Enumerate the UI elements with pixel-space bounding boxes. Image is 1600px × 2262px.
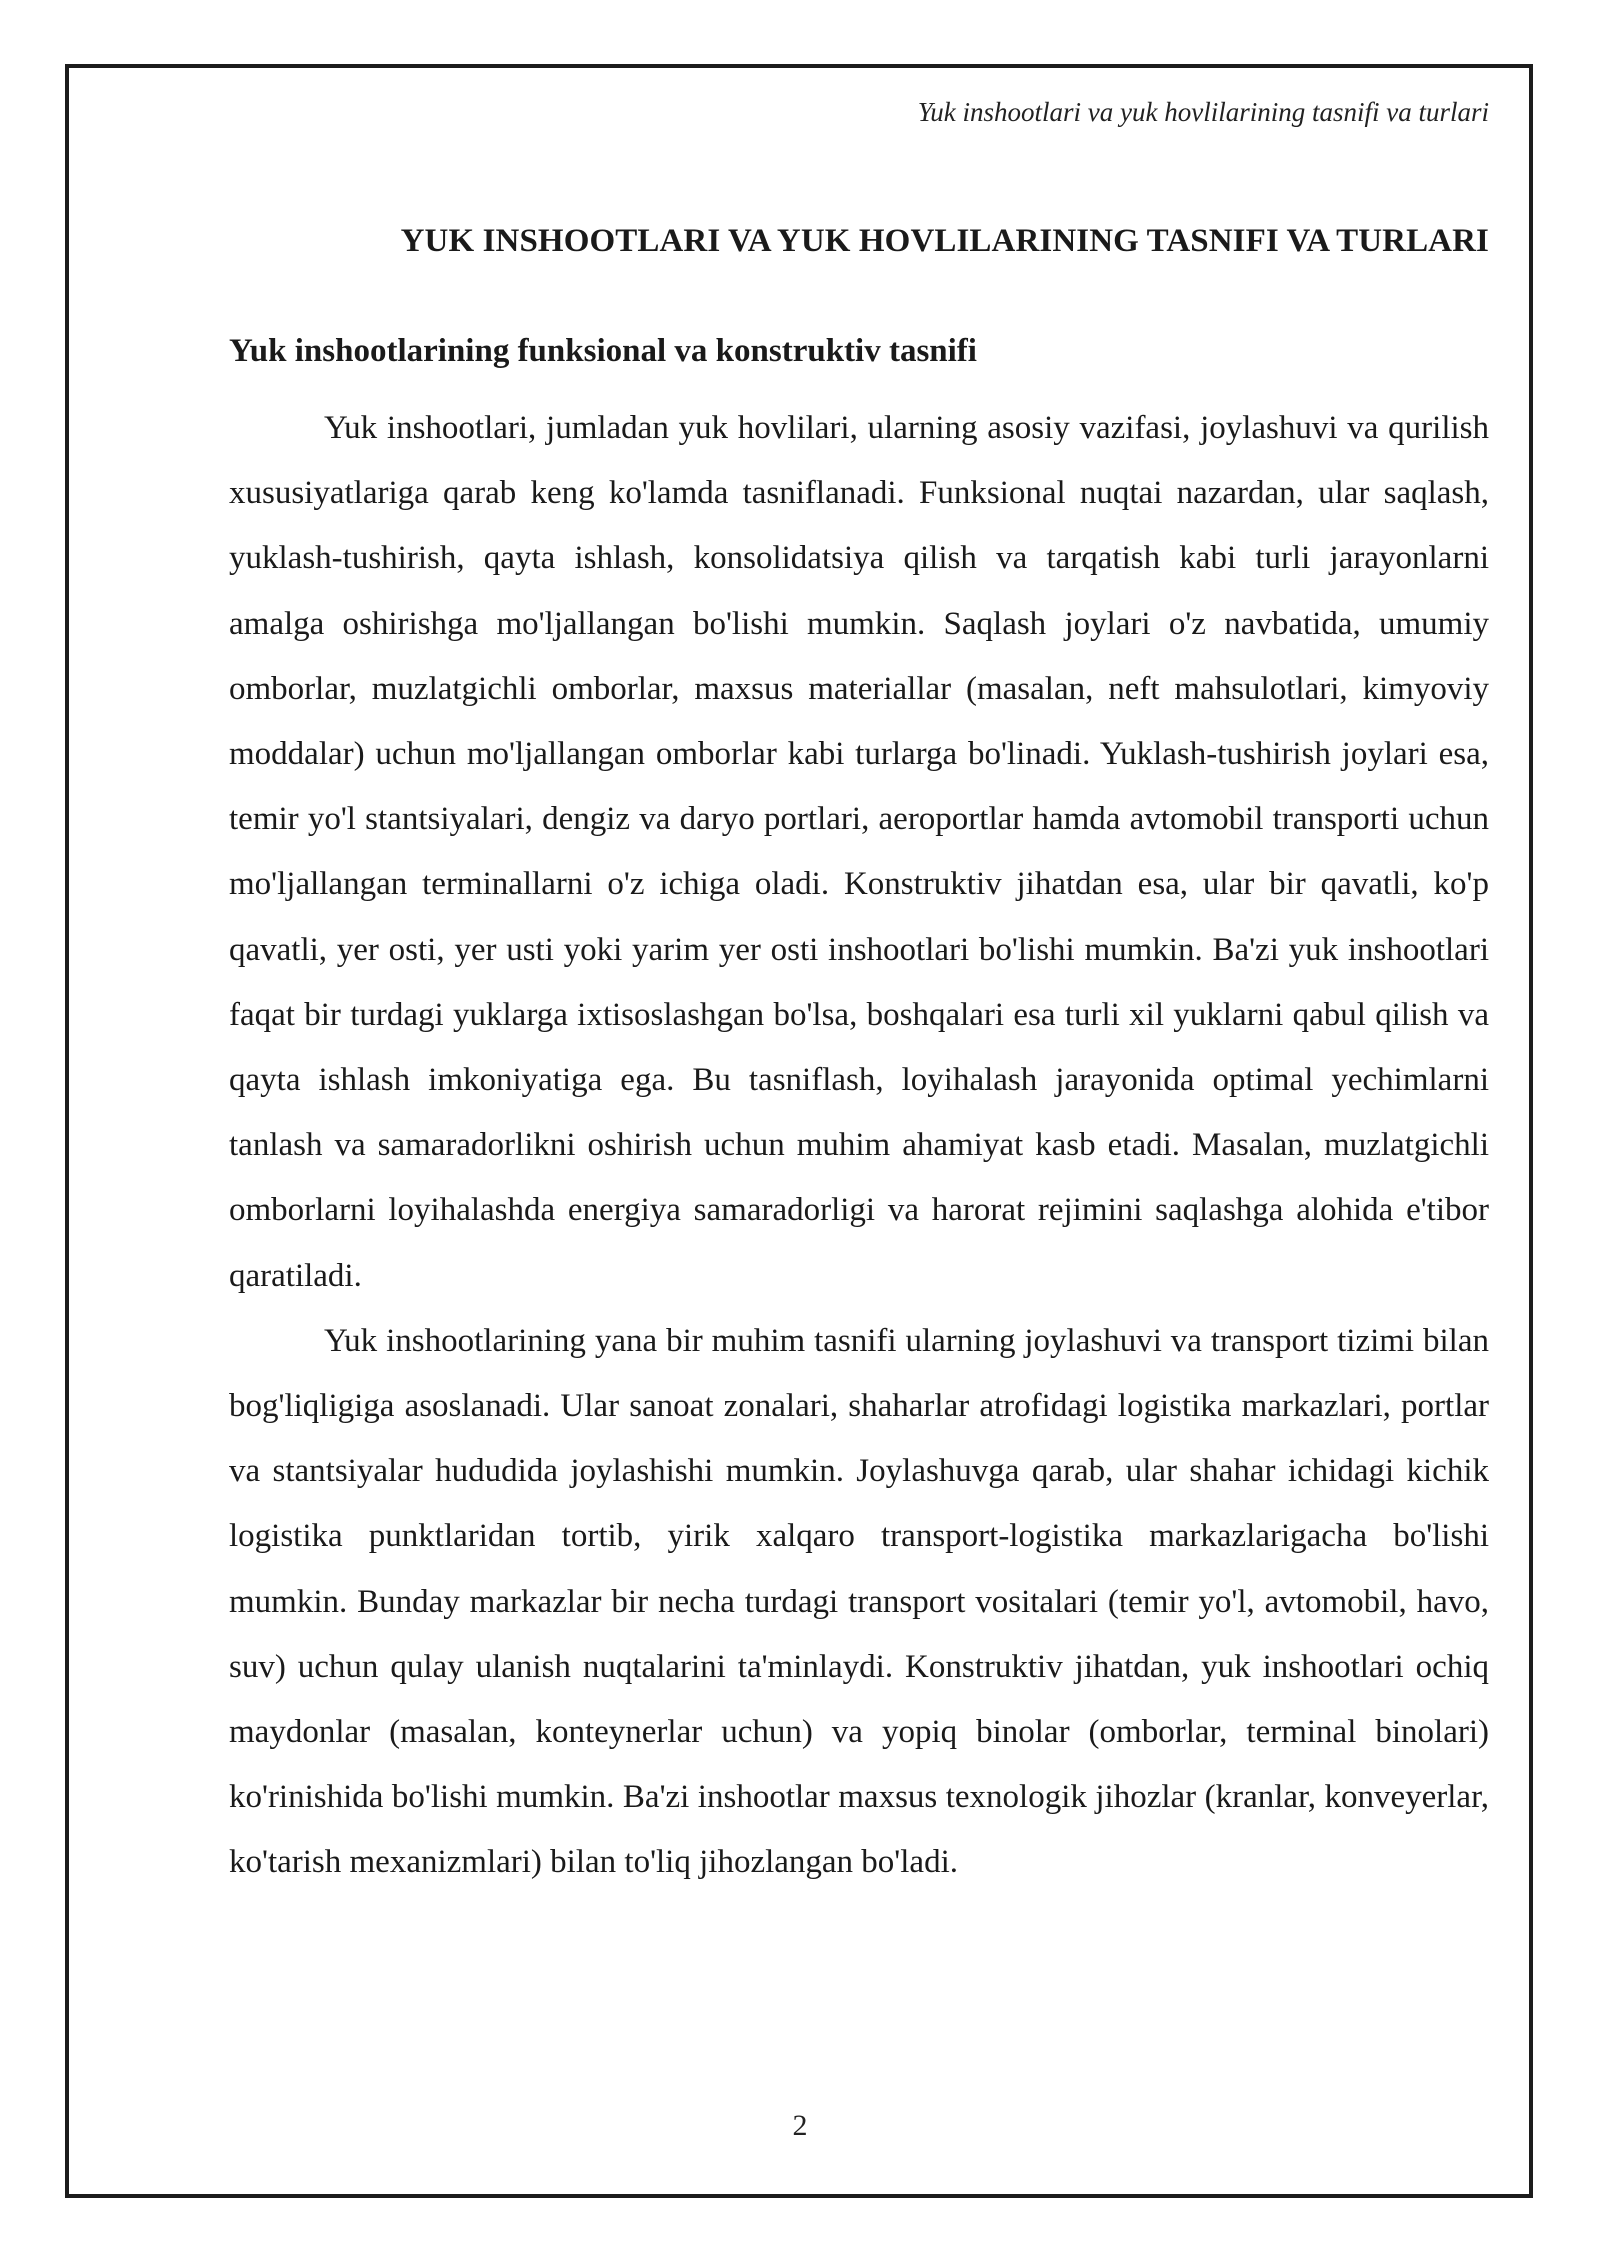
body-paragraph-2: Yuk inshootlarining yana bir muhim tasnifi ularning joylashuvi va transport tizimi bilan bog'liqligiga asoslanadi. Ular sanoat zonalari, shaharlar atrofidagi logistika markazlari, portlar va stantsiyalar hududida joylashishi mumkin. Joylashuvga qarab, ular shahar ichidagi kichik logistika punktlaridan tortib, yirik xalqaro transport-logistika markazlarigacha bo'lishi mumkin. Bunday markazlar bir necha turdagi transport vositalari (temir yo'l, avtomobil, havo, suv) uchun qulay ulanish nuqtalarini ta'minlaydi. Konstruktiv jihatdan, yuk inshootlari ochiq maydonlar (masalan, konteynerlar uchun) va yopiq binolar (omborlar, terminal binolari) ko'rinishida bo'lishi mumkin. Ba'zi inshootlar maxsus texnologik jihozlar (kranlar, konveyerlar, ko'tarish mexanizmlari) bilan to'liq jihozlangan bo'ladi.: [229, 1322, 1489, 1881]
section-heading: Yuk inshootlarining funksional va konstruktiv tasnifi: [229, 333, 977, 369]
running-header: Yuk inshootlari va yuk hovlilarining tasnifi va turlari: [917, 97, 1489, 127]
body-paragraph-1: Yuk inshootlari, jumladan yuk hovlilari, ularning asosiy vazifasi, joylashuvi va qurilish xususiyatlariga qarab keng ko'lamda tasniflanadi. Funksional nuqtai nazardan, ular saqlash, yuklash-tushirish, qayta ishlash, konsolidatsiya qilish va tarqatish kabi turli jarayonlarni amalga oshirishga mo'ljallangan bo'lishi mumkin. Saqlash joylari o'z navbatida, umumiy omborlar, muzlatgichli omborlar, maxsus materiallar (masalan, neft mahsulotlari, kimyoviy moddalar) uchun mo'ljallangan omborlar kabi turlarga bo'linadi. Yuklash-tushirish joylari esa, temir yo'l stantsiyalari, dengiz va daryo portlari, aeroportlar hamda avtomobil transporti uchun mo'ljallangan terminallarni o'z ichiga oladi. Konstruktiv jihatdan esa, ular bir qavatli, ko'p qavatli, yer osti, yer usti yoki yarim yer osti inshootlari bo'lishi mumkin. Ba'zi yuk inshootlari faqat bir turdagi yuklarga ixtisoslashgan bo'lsa, boshqalari esa turli xil yuklarni qabul qilish va qayta ishlash imkoniyatiga ega. Bu tasniflash, loyihalash jarayonida optimal yechimlarni tanlash va samaradorlikni oshirish uchun muhim ahamiyat kasb etadi. Masalan, muzlatgichli omborlarni loyihalashda energiya samaradorligi va harorat rejimini saqlashga alohida e'tibor qaratiladi.: [229, 410, 1489, 1294]
document-body: [229, 213, 1489, 1896]
document-title: YUK INSHOOTLARI VA YUK HOVLILARINING TASNIFI VA TURLARI: [400, 223, 1489, 259]
page-number: 2: [792, 2109, 808, 2142]
